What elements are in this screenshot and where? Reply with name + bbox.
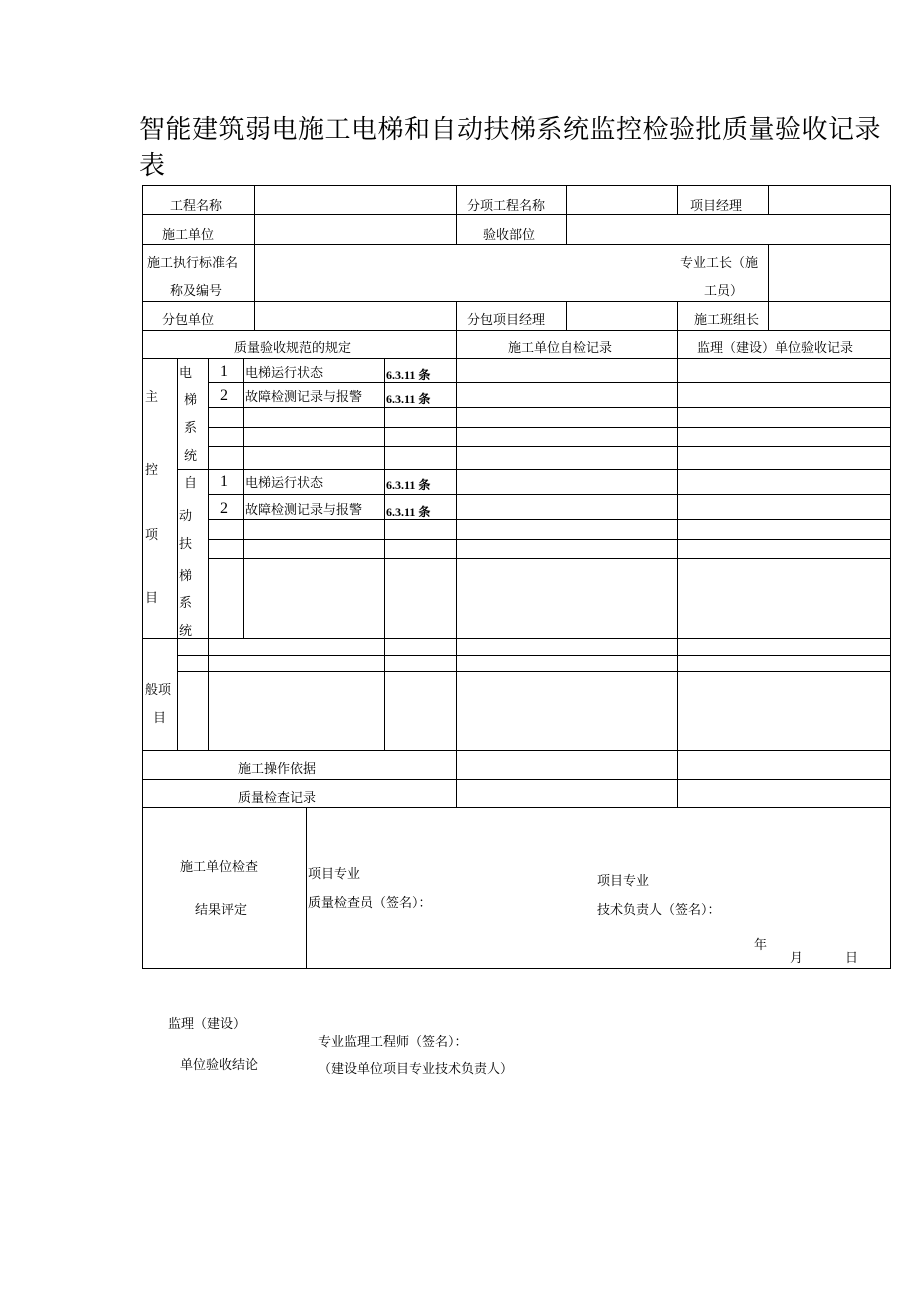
row-line xyxy=(208,494,891,495)
item-name: 电梯运行状态 xyxy=(245,366,324,381)
item-number: 1 xyxy=(220,473,228,490)
subproject-name-label: 分项工程名称 xyxy=(467,199,546,214)
group-label-elevator: 梯 xyxy=(184,393,198,408)
col-line xyxy=(677,301,678,330)
main-control-label: 主 xyxy=(145,390,159,405)
col-line xyxy=(456,301,457,330)
row-line xyxy=(142,750,891,751)
col-line xyxy=(208,358,209,750)
owner-tech-lead-label: （建设单位项目专业技术负责人） xyxy=(318,1062,514,1077)
record-label: 质量检查记录 xyxy=(238,791,317,806)
row-line xyxy=(142,330,891,331)
col-line xyxy=(177,358,178,750)
row-line xyxy=(142,358,891,359)
evaluation-label: 结果评定 xyxy=(195,903,248,918)
standard-label: 施工执行标准名 xyxy=(147,256,239,271)
date-month: 月 xyxy=(790,951,804,966)
col-line xyxy=(768,185,769,215)
construction-unit-label: 施工单位 xyxy=(162,228,215,243)
row-line xyxy=(208,427,891,428)
foreman-label: 专业工长（施 xyxy=(680,256,759,271)
row-line xyxy=(208,446,891,447)
group-label-elevator: 电 xyxy=(179,366,193,381)
tech-lead-label: 项目专业 xyxy=(597,874,650,889)
date-day: 日 xyxy=(845,951,859,966)
main-control-label: 控 xyxy=(145,463,159,478)
evaluation-label: 施工单位检查 xyxy=(180,860,259,875)
general-items-label: 目 xyxy=(153,711,167,726)
col-line xyxy=(456,330,457,779)
main-control-label: 项 xyxy=(145,528,159,543)
standard-label: 称及编号 xyxy=(170,284,223,299)
row-line xyxy=(142,638,891,639)
row-line xyxy=(208,558,891,559)
row-line xyxy=(142,779,891,780)
row-line xyxy=(208,382,891,383)
col-line xyxy=(566,185,567,245)
subcontract-unit-label: 分包单位 xyxy=(162,313,215,328)
row-line xyxy=(177,469,891,470)
row-line xyxy=(177,655,891,656)
col-line xyxy=(768,244,769,330)
col-line xyxy=(384,358,385,750)
item-number: 2 xyxy=(220,500,228,517)
supervision-label: 监理（建设） xyxy=(168,1017,247,1032)
main-control-label: 目 xyxy=(145,591,159,606)
project-manager-label: 项目经理 xyxy=(690,199,743,214)
item-name: 电梯运行状态 xyxy=(245,476,324,491)
item-number: 1 xyxy=(220,363,228,380)
group-label-escalator: 动 xyxy=(179,509,193,524)
item-clause: 6.3.11 条 xyxy=(386,368,431,382)
date-year: 年 xyxy=(754,938,768,953)
group-label-escalator: 扶 xyxy=(179,537,193,552)
supervision-column-header: 监理（建设）单位验收记录 xyxy=(697,341,854,356)
item-number: 2 xyxy=(220,387,228,404)
basis-label: 施工操作依据 xyxy=(238,762,317,777)
col-line xyxy=(456,185,457,215)
item-clause: 6.3.11 条 xyxy=(386,505,431,519)
team-leader-label: 施工班组长 xyxy=(694,313,760,328)
supervision-engineer-label: 专业监理工程师（签名）： xyxy=(318,1035,468,1050)
supervision-label: 单位验收结论 xyxy=(180,1058,259,1073)
col-line xyxy=(254,185,255,330)
group-label-elevator: 系 xyxy=(184,421,198,436)
group-label-escalator: 系 xyxy=(179,596,193,611)
group-label-escalator: 自 xyxy=(184,476,198,491)
item-clause: 6.3.11 条 xyxy=(386,392,431,406)
spec-column-header: 质量验收规范的规定 xyxy=(234,341,352,356)
page-title: 智能建筑弱电施工电梯和自动扶梯系统监控检验批质量验收记录表 xyxy=(139,115,882,181)
row-line xyxy=(208,539,891,540)
col-line xyxy=(456,214,457,244)
inspector-signature-label: 质量检查员（签名）： xyxy=(308,896,432,911)
col-line xyxy=(243,358,244,638)
group-label-escalator: 梯 xyxy=(179,569,193,584)
col-line xyxy=(306,807,307,969)
col-line xyxy=(456,244,457,245)
group-label-escalator: 统 xyxy=(179,624,193,639)
row-line xyxy=(208,519,891,520)
foreman-label: 工员） xyxy=(704,284,744,299)
item-name: 故障检测记录与报警 xyxy=(245,390,363,405)
self-check-column-header: 施工单位自检记录 xyxy=(508,341,613,356)
col-line xyxy=(456,779,457,807)
row-line xyxy=(177,671,891,672)
col-line xyxy=(677,330,678,807)
acceptance-part-label: 验收部位 xyxy=(483,228,536,243)
tech-lead-signature-label: 技术负责人（签名）： xyxy=(597,903,721,918)
general-items-label: 般项 xyxy=(145,683,172,698)
col-line xyxy=(566,301,567,330)
inspector-label: 项目专业 xyxy=(308,867,361,882)
col-line xyxy=(677,185,678,215)
row-line xyxy=(142,807,891,808)
subcontract-manager-label: 分包项目经理 xyxy=(467,313,546,328)
item-name: 故障检测记录与报警 xyxy=(245,503,363,518)
group-label-elevator: 统 xyxy=(184,449,198,464)
row-line xyxy=(208,407,891,408)
item-clause: 6.3.11 条 xyxy=(386,478,431,492)
project-name-label: 工程名称 xyxy=(170,199,223,214)
